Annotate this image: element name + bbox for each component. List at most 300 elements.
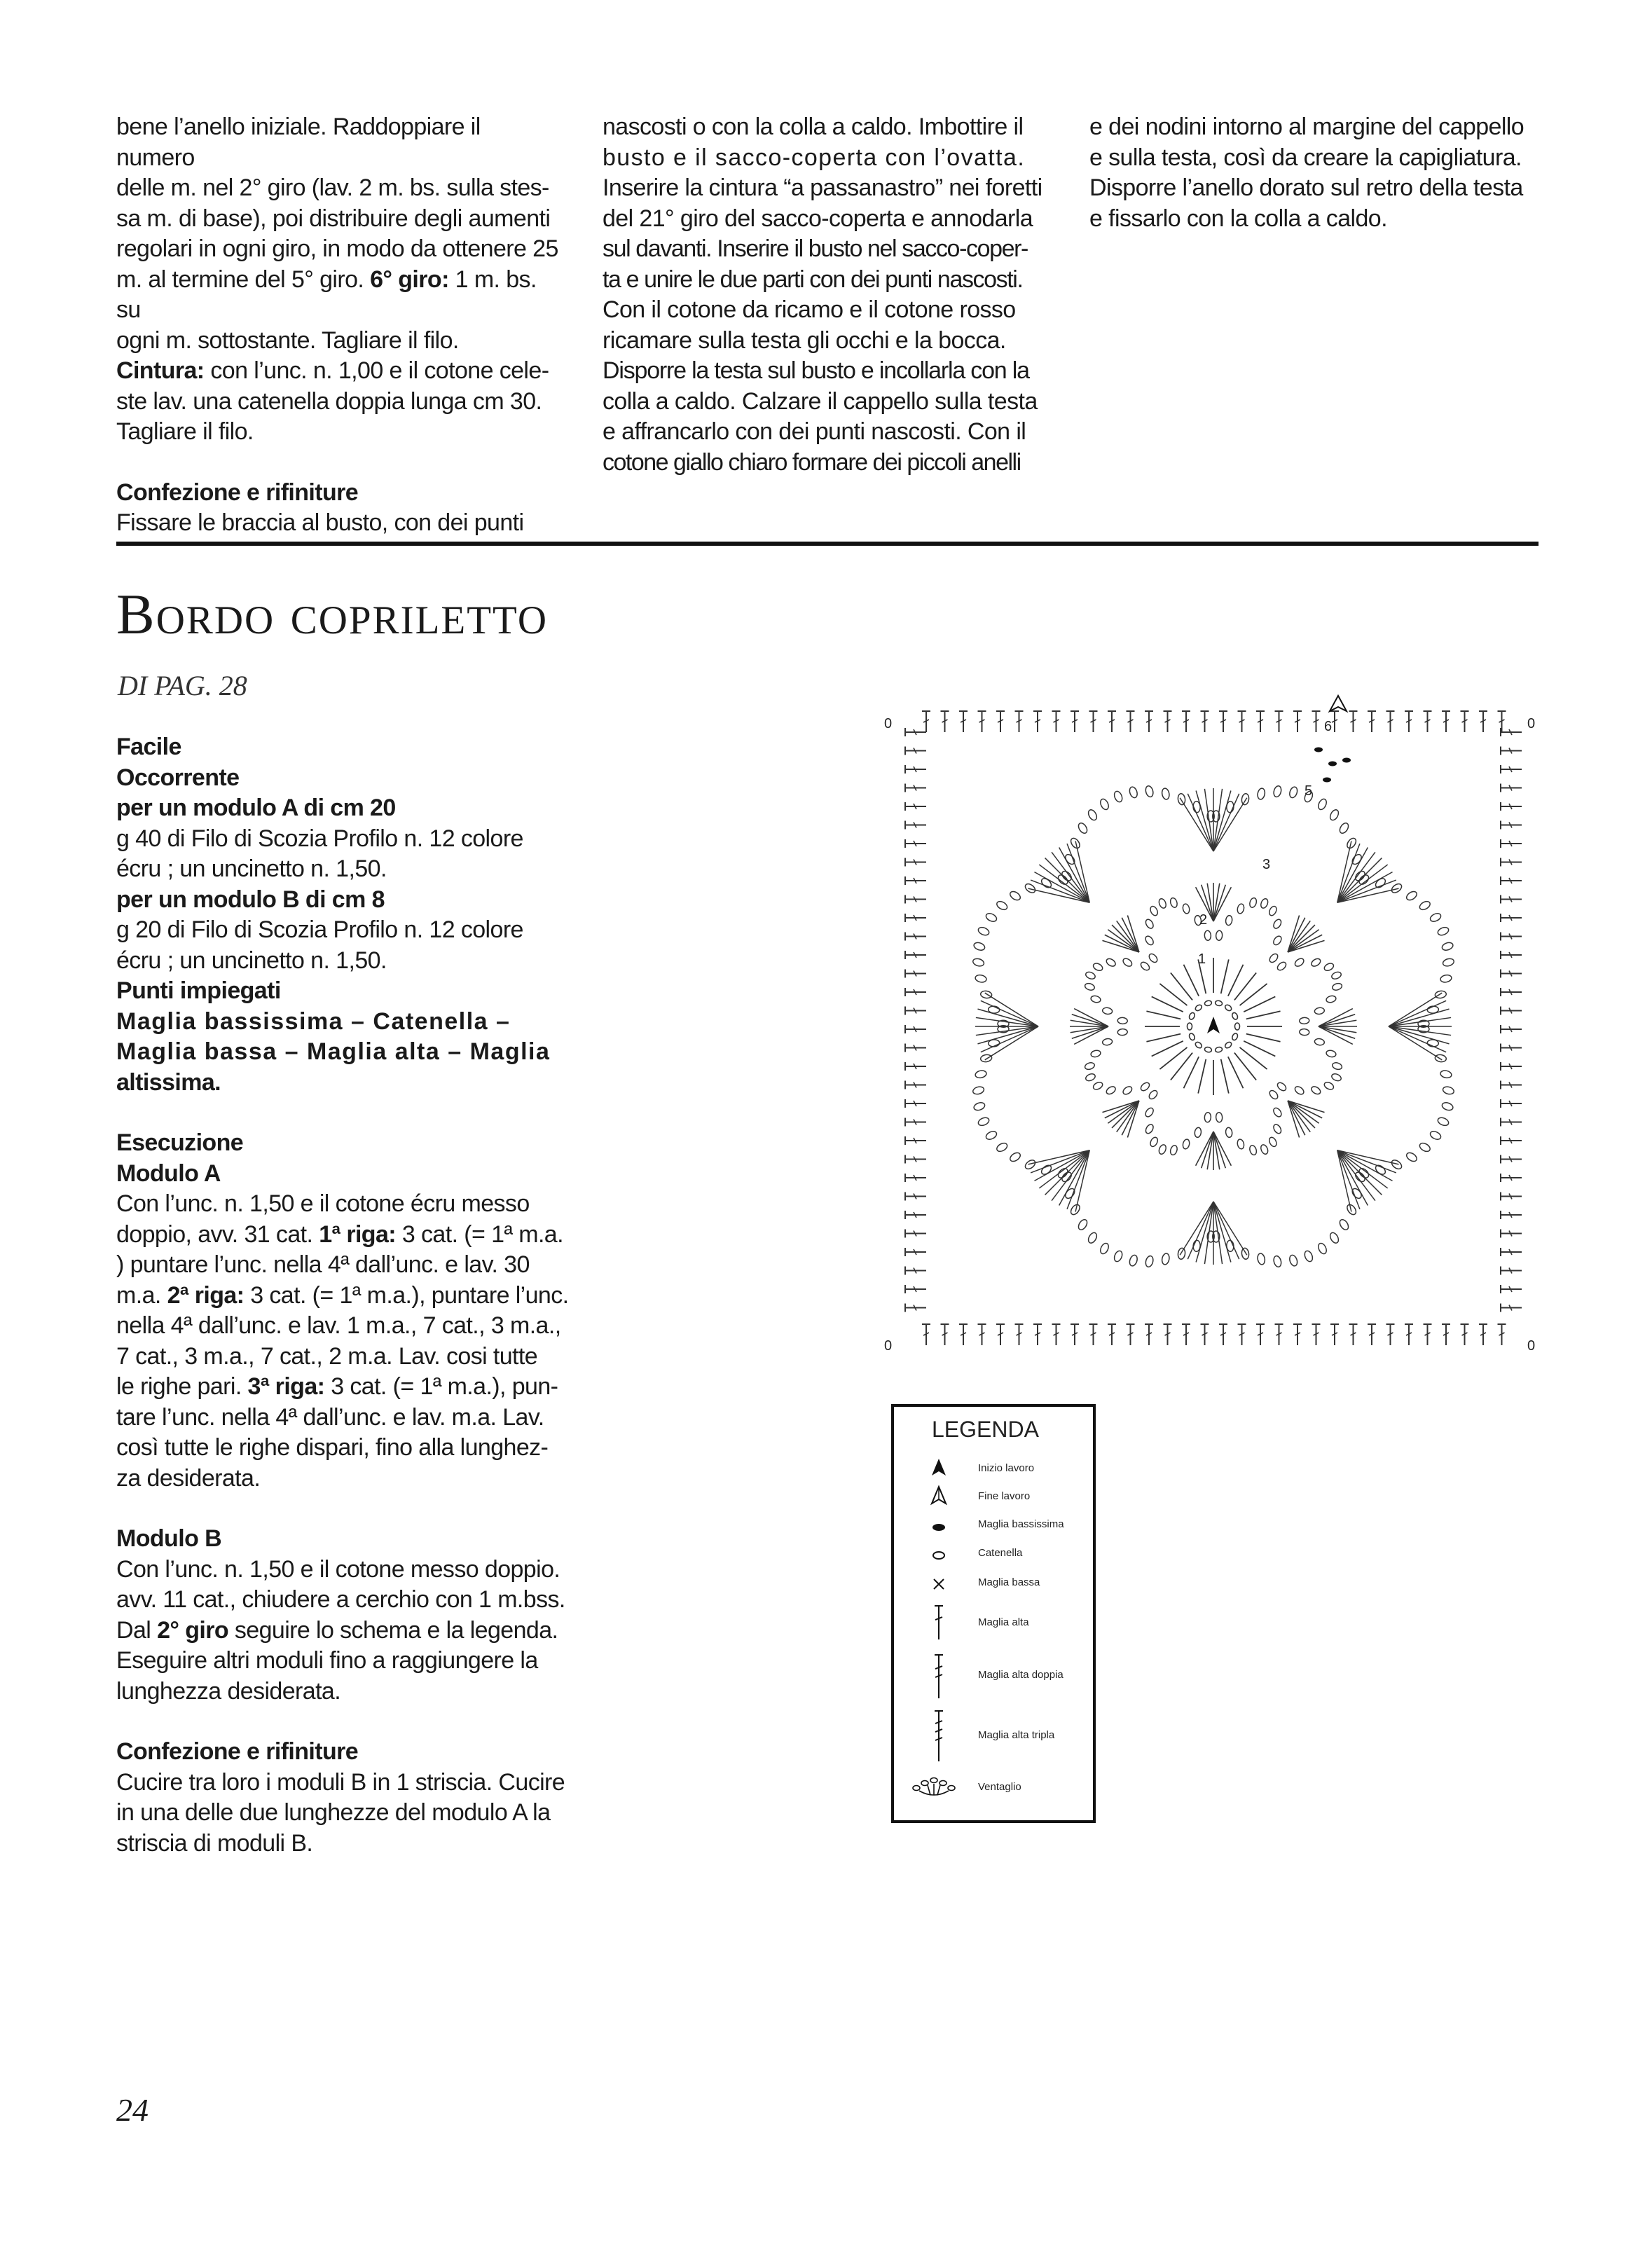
chain-stitch xyxy=(1161,1253,1170,1265)
border-stitch xyxy=(1368,1324,1376,1345)
chain-stitch xyxy=(1204,930,1211,941)
chain-stitch xyxy=(1288,1254,1299,1267)
filled-arrow-icon xyxy=(925,1454,953,1483)
chain-stitch xyxy=(1390,1158,1403,1171)
chain-stitch xyxy=(1224,1004,1232,1012)
border-stitch xyxy=(1501,1267,1522,1275)
border-stitch xyxy=(905,1099,926,1108)
text-line: ogni m. sottostante. Tagliare il filo. xyxy=(116,326,459,354)
fan-stitch xyxy=(1389,1009,1449,1026)
chain-stitch xyxy=(1215,1047,1223,1053)
border-stitch xyxy=(941,711,949,732)
text-line: colla a caldo. Calzare il cappello sulla testa xyxy=(603,387,1038,415)
chain-stitch xyxy=(1442,958,1454,968)
border-stitch xyxy=(1479,711,1487,732)
border-stitch xyxy=(1219,1324,1227,1345)
chain-stitch xyxy=(1237,1139,1245,1150)
fan-stitch xyxy=(1045,858,1090,903)
text-line: tare l’unc. nella 4ª dall’unc. e lav. m.a. Lav. xyxy=(116,1403,544,1431)
chain-stitch xyxy=(1328,1231,1340,1244)
chain-stitch xyxy=(1435,1054,1447,1062)
text-line: ste lav. una catenella doppia lunga cm 30. xyxy=(116,387,542,415)
chain-stitch xyxy=(1231,1012,1239,1020)
legend-item: Maglia bassa xyxy=(894,1569,1093,1597)
chain-stitch xyxy=(1272,1106,1283,1118)
chain-stitch xyxy=(1276,961,1287,972)
border-stitch xyxy=(941,1324,949,1345)
end-arrow-icon xyxy=(1330,696,1347,711)
border-stitch xyxy=(1501,1062,1522,1071)
border-stitch xyxy=(1498,1324,1506,1345)
chain-stitch xyxy=(1390,882,1403,895)
stitches-list: Maglia bassissima – Catenella – xyxy=(116,1007,511,1035)
chain-stitch xyxy=(1085,1073,1096,1082)
text-line: g 40 di Filo di Scozia Profilo n. 12 colore xyxy=(116,825,523,852)
chain-stitch xyxy=(1248,897,1258,908)
border-stitch xyxy=(1293,1324,1302,1345)
chain-stitch xyxy=(1442,1085,1454,1095)
border-stitch xyxy=(1424,1324,1432,1345)
border-stitch xyxy=(1501,1155,1522,1164)
stitches-heading: Punti impiegati xyxy=(116,977,281,1004)
open-oval-icon xyxy=(925,1540,953,1568)
chain-stitch xyxy=(1188,1033,1196,1041)
triple-stitch-icon xyxy=(925,1708,953,1764)
chain-stitch xyxy=(1148,1089,1159,1100)
border-stitch xyxy=(1424,711,1432,732)
fan-stitch xyxy=(1213,791,1231,851)
border-stitch xyxy=(1501,970,1522,978)
text-line: 7 cat., 3 m.a., 7 cat., 2 m.a. Lav. cosi tutte xyxy=(116,1342,538,1370)
module-a-size: per un modulo A di cm 20 xyxy=(116,795,396,821)
text-line: cotone giallo chiaro formare dei piccoli anelli xyxy=(603,448,1021,476)
border-stitch xyxy=(905,765,926,773)
chain-stitch xyxy=(1216,1112,1223,1122)
chain-stitch xyxy=(1009,890,1022,902)
border-stitch xyxy=(1501,784,1522,792)
section-divider xyxy=(116,542,1539,546)
chain-stitch xyxy=(1128,1254,1138,1267)
chain-stitch xyxy=(1326,995,1337,1003)
round-label: 3 xyxy=(1262,857,1271,872)
double-stitch-icon xyxy=(925,1652,953,1701)
chain-stitch xyxy=(1090,1050,1101,1058)
chain-stitch xyxy=(1235,1023,1240,1030)
border-stitch xyxy=(922,1324,930,1345)
text-line: g 20 di Filo di Scozia Profilo n. 12 colore xyxy=(116,916,523,943)
finishing-heading: Confezione e rifiniture xyxy=(116,479,359,506)
border-stitch xyxy=(1201,711,1209,732)
border-stitch xyxy=(1501,858,1522,867)
fan-stitch xyxy=(985,993,1038,1026)
border-stitch xyxy=(1501,988,1522,996)
text-line: Con il cotone da ricamo e il cotone rosso xyxy=(603,296,1016,323)
border-stitch xyxy=(1501,1211,1522,1219)
slip-stitch xyxy=(1342,758,1351,763)
chain-stitch xyxy=(1085,970,1096,980)
chain-stitch xyxy=(1224,1041,1232,1050)
border-stitch xyxy=(905,747,926,755)
chain-stitch xyxy=(1317,798,1328,811)
border-stitch xyxy=(905,1081,926,1089)
tall-stitch-icon xyxy=(925,1602,953,1644)
border-stitch xyxy=(1015,711,1024,732)
chain-stitch xyxy=(1299,1029,1309,1036)
chain-stitch xyxy=(1332,1061,1343,1071)
fan-stitch xyxy=(1288,921,1310,952)
section-title: Bordo copriletto xyxy=(116,582,548,646)
fan-stitch xyxy=(1389,1026,1442,1060)
tall-stitch xyxy=(1198,1059,1206,1094)
fan-stitch xyxy=(1072,1026,1108,1038)
border-stitch xyxy=(1501,1248,1522,1256)
chain-stitch xyxy=(1204,1000,1212,1006)
border-stitch xyxy=(905,1192,926,1201)
border-stitch xyxy=(1349,711,1358,732)
border-stitch xyxy=(1033,711,1042,732)
border-stitch xyxy=(1501,765,1522,773)
chain-stitch xyxy=(1009,1151,1022,1163)
chain-stitch xyxy=(1182,903,1190,914)
chain-stitch xyxy=(1099,798,1110,811)
chain-stitch xyxy=(1188,1023,1192,1030)
execution-heading: Esecuzione xyxy=(116,1129,244,1156)
fan-stitch xyxy=(1213,1202,1231,1262)
chain-stitch xyxy=(1272,1123,1283,1135)
border-stitch xyxy=(905,1136,926,1145)
chain-stitch xyxy=(1024,882,1037,895)
fan-stitch xyxy=(1337,858,1382,903)
fan-stitch xyxy=(1045,1150,1090,1195)
chain-stitch xyxy=(1144,918,1155,930)
section-subtitle: DI PAG. 28 xyxy=(118,670,247,701)
border-stitch xyxy=(1275,711,1283,732)
border-stitch xyxy=(905,1267,926,1275)
border-stitch xyxy=(1182,711,1190,732)
text-line: Inserire la cintura “a passanastro” nei foretti xyxy=(603,174,1042,201)
chain-stitch xyxy=(1144,935,1155,947)
chain-stitch xyxy=(1314,1038,1325,1046)
text-line: Disporre la testa sul busto e incollarla con la xyxy=(603,357,1029,384)
fan-stitch xyxy=(1202,1132,1213,1168)
corner-label: 0 xyxy=(1527,716,1536,731)
border-stitch xyxy=(1312,1324,1321,1345)
chain-stitch xyxy=(1122,1085,1134,1096)
chain-stitch xyxy=(1314,1007,1325,1015)
fan-stitch xyxy=(1213,885,1225,921)
chain-stitch xyxy=(1149,1136,1159,1148)
border-stitch xyxy=(905,951,926,959)
border-stitch xyxy=(1479,1324,1487,1345)
border-stitch xyxy=(1501,1025,1522,1033)
fan-icon xyxy=(909,1774,958,1802)
text-line: écru ; un uncinetto n. 1,50. xyxy=(116,855,387,882)
chain-stitch xyxy=(1418,1141,1431,1153)
border-stitch xyxy=(905,988,926,996)
border-stitch xyxy=(1501,839,1522,848)
chain-stitch xyxy=(1440,974,1452,983)
fan-stitch xyxy=(1196,1202,1213,1262)
border-stitch xyxy=(959,711,968,732)
chain-stitch xyxy=(985,912,998,923)
chain-stitch xyxy=(1105,1085,1117,1096)
border-stitch xyxy=(1052,1324,1061,1345)
fan-stitch xyxy=(1180,1202,1213,1255)
border-stitch xyxy=(905,1285,926,1293)
chain-stitch xyxy=(1216,930,1223,941)
chain-stitch xyxy=(1330,970,1342,980)
chain-stitch xyxy=(996,900,1009,912)
fan-stitch xyxy=(1389,1026,1449,1044)
chain-stitch xyxy=(1182,1139,1190,1150)
chain-stitch xyxy=(1087,809,1099,822)
border-stitch xyxy=(905,821,926,830)
border-stitch xyxy=(905,858,926,867)
tall-stitch xyxy=(1221,959,1229,993)
fan-stitch xyxy=(1288,1101,1310,1132)
finishing-heading: Confezione e rifiniture xyxy=(116,1738,359,1765)
border-stitch xyxy=(1349,1324,1358,1345)
chain-stitch xyxy=(1188,1012,1196,1020)
fan-stitch xyxy=(1117,921,1139,952)
round-label: 6° giro: xyxy=(370,266,449,293)
chain-stitch xyxy=(1169,897,1178,908)
border-stitch xyxy=(905,933,926,941)
chain-stitch xyxy=(1299,1017,1309,1024)
module-b-title: Modulo B xyxy=(116,1525,222,1552)
fan-stitch xyxy=(1389,993,1442,1026)
border-stitch xyxy=(1108,711,1116,732)
chain-stitch xyxy=(1437,926,1450,936)
tall-stitch xyxy=(1146,1011,1181,1019)
chain-stitch xyxy=(1338,1218,1350,1232)
text-line: busto e il sacco-coperta con l’ovatta. xyxy=(603,144,1026,171)
fan-stitch xyxy=(1196,791,1213,851)
chain-stitch xyxy=(1323,1081,1335,1091)
continuation-column-1 xyxy=(116,112,565,539)
border-stitch xyxy=(1238,711,1246,732)
chain-stitch xyxy=(1117,1017,1128,1024)
text-line: Tagliare il filo. xyxy=(116,418,254,445)
chain-stitch xyxy=(1272,1255,1282,1267)
difficulty: Facile xyxy=(116,734,181,760)
border-stitch xyxy=(1501,876,1522,885)
chain-stitch xyxy=(1161,788,1170,800)
chain-stitch xyxy=(977,1116,991,1127)
text-line: Con l’unc. n. 1,50 e il cotone messo doppio. xyxy=(116,1555,560,1583)
border-stitch xyxy=(1071,1324,1079,1345)
border-stitch xyxy=(996,1324,1005,1345)
legend-item: Maglia bassissima xyxy=(894,1512,1093,1540)
border-stitch xyxy=(1501,895,1522,904)
fan-stitch xyxy=(1288,930,1319,952)
text-line: écru ; un uncinetto n. 1,50. xyxy=(116,947,387,974)
text-line: del 21° giro del sacco-coperta e annodarla xyxy=(603,205,1033,232)
chart-motif xyxy=(972,696,1455,1267)
chain-stitch xyxy=(975,974,987,983)
chain-stitch xyxy=(1338,822,1350,835)
chain-stitch xyxy=(1122,957,1134,968)
chain-stitch xyxy=(1069,837,1082,850)
text-line: sul davanti. Inserire il busto nel sacco-coper- xyxy=(603,235,1028,262)
chain-stitch xyxy=(972,958,985,968)
chain-stitch xyxy=(1157,1143,1167,1155)
chain-stitch xyxy=(1113,1250,1123,1263)
fan-stitch xyxy=(978,1026,1038,1044)
slip-stitch xyxy=(1323,778,1331,783)
border-stitch xyxy=(978,711,986,732)
chain-stitch xyxy=(1345,837,1358,850)
border-stitch xyxy=(905,1248,926,1256)
chain-stitch xyxy=(985,1130,998,1141)
chain-stitch xyxy=(1195,1041,1203,1050)
chain-stitch xyxy=(1231,1033,1239,1041)
border-stitch xyxy=(1201,1324,1209,1345)
chain-stitch xyxy=(1204,1047,1212,1053)
border-stitch xyxy=(1501,747,1522,755)
chain-stitch xyxy=(1272,918,1283,930)
border-stitch xyxy=(905,1230,926,1238)
legend-item: Fine lavoro xyxy=(894,1483,1093,1511)
border-stitch xyxy=(1501,1081,1522,1089)
chain-stitch xyxy=(1332,982,1343,991)
chain-stitch xyxy=(973,1101,986,1112)
chain-stitch xyxy=(1237,903,1245,914)
border-stitch xyxy=(1256,711,1265,732)
text-line: bene l’anello iniziale. Raddoppiare il numero xyxy=(116,114,481,171)
border-stitch xyxy=(1461,1324,1469,1345)
text-line: doppio, avv. 31 cat. 1ª riga: 3 cat. (= 1ª m.a. xyxy=(116,1220,563,1248)
chain-stitch xyxy=(1195,1004,1203,1012)
chain-stitch xyxy=(1087,1231,1099,1244)
fan-stitch xyxy=(978,1009,1038,1026)
text-line: Cucire tra loro i moduli B in 1 striscia. Cucire xyxy=(116,1768,565,1796)
text-line: in una delle due lunghezze del modulo A la xyxy=(116,1799,551,1826)
continuation-column-2 xyxy=(603,112,1054,478)
border-stitch xyxy=(1501,1099,1522,1108)
border-stitch xyxy=(1501,1304,1522,1312)
fan-stitch xyxy=(1072,1015,1108,1026)
text-line: Eseguire altri moduli fino a raggiungere la xyxy=(116,1647,538,1674)
outline-arrow-icon xyxy=(925,1483,953,1511)
chain-stitch xyxy=(1429,912,1443,923)
border-stitch xyxy=(905,1174,926,1182)
border-stitch xyxy=(905,1062,926,1071)
chain-stitch xyxy=(1145,1255,1155,1267)
border-stitch xyxy=(1405,1324,1413,1345)
border-stitch xyxy=(1498,711,1506,732)
cross-icon xyxy=(925,1569,953,1597)
border-stitch xyxy=(1442,1324,1450,1345)
border-stitch xyxy=(1145,1324,1153,1345)
text-line: e affrancarlo con dei punti nascosti. Con il xyxy=(603,418,1026,445)
border-stitch xyxy=(1330,1324,1339,1345)
chain-stitch xyxy=(1328,809,1340,822)
border-stitch xyxy=(1145,711,1153,732)
stitches-list: altissima. xyxy=(116,1068,221,1096)
page-number: 24 xyxy=(116,2092,149,2128)
text-line: nella 4ª dall’unc. e lav. 1 m.a., 7 cat., 3 m.a., xyxy=(116,1312,561,1339)
chain-stitch xyxy=(1092,962,1104,972)
round-label: 5 xyxy=(1305,783,1313,799)
chain-stitch xyxy=(1241,1248,1249,1260)
start-arrow-icon xyxy=(1207,1017,1220,1033)
border-stitch xyxy=(1312,711,1321,732)
chain-stitch xyxy=(1241,793,1249,805)
border-stitch xyxy=(905,895,926,904)
fan-stitch xyxy=(1319,1026,1355,1038)
border-stitch xyxy=(922,711,930,732)
legend-item: Maglia alta doppia xyxy=(894,1652,1093,1701)
chain-stitch xyxy=(1293,1085,1305,1096)
chain-stitch xyxy=(1268,1136,1278,1148)
fan-stitch xyxy=(1108,1101,1139,1123)
belt-label: Cintura: xyxy=(116,357,205,384)
border-stitch xyxy=(1501,1285,1522,1293)
text-line: za desiderata. xyxy=(116,1464,261,1492)
legend-item: Maglia alta tripla xyxy=(894,1708,1093,1764)
legend-title: LEGENDA xyxy=(932,1417,1039,1442)
text-line: e sulla testa, così da creare la capigliatura. xyxy=(1089,144,1522,171)
fan-stitch xyxy=(1319,1015,1355,1026)
tall-stitch xyxy=(1221,1059,1229,1094)
corner-label: 0 xyxy=(884,716,893,731)
chain-stitch xyxy=(1441,941,1454,951)
tall-stitch xyxy=(1246,1034,1281,1042)
border-stitch xyxy=(1386,1324,1395,1345)
text-line: striscia di moduli B. xyxy=(116,1829,313,1857)
border-stitch xyxy=(905,1211,926,1219)
chain-stitch xyxy=(1077,822,1089,835)
chain-stitch xyxy=(1260,1143,1269,1155)
chain-stitch xyxy=(1418,900,1431,912)
border-stitch xyxy=(996,711,1005,732)
stitches-list: Maglia bassa – Maglia alta – Maglia xyxy=(116,1038,551,1065)
border-stitch xyxy=(905,784,926,792)
chain-stitch xyxy=(1102,1007,1113,1015)
border-stitch xyxy=(905,1025,926,1033)
materials-heading: Occorrente xyxy=(116,764,240,791)
chain-stitch xyxy=(1429,1130,1443,1141)
chain-stitch xyxy=(1024,1158,1037,1171)
chain-stitch xyxy=(1405,1151,1419,1163)
chain-stitch xyxy=(1437,1116,1450,1127)
border-stitch xyxy=(1501,1136,1522,1145)
text-line: e dei nodini intorno al margine del cappello xyxy=(1089,114,1524,140)
border-stitch xyxy=(1052,711,1061,732)
chain-stitch xyxy=(973,941,986,951)
corner-label: 0 xyxy=(1527,1338,1536,1354)
chain-stitch xyxy=(1069,1203,1082,1216)
chain-stitch xyxy=(1317,1242,1328,1256)
chain-stitch xyxy=(1194,1127,1202,1138)
text-line: sa m. di base), poi distribuire degli aumenti xyxy=(116,205,551,232)
chain-stitch xyxy=(1257,1253,1266,1265)
chain-stitch xyxy=(1435,990,1447,998)
border-stitch xyxy=(1256,1324,1265,1345)
border-stitch xyxy=(959,1324,968,1345)
border-stitch xyxy=(1442,711,1450,732)
text-line: nascosti o con la colla a caldo. Imbottire il xyxy=(603,114,1024,140)
border-stitch xyxy=(1501,933,1522,941)
text-line: ta e unire le due parti con dei punti nascosti. xyxy=(603,266,1023,293)
tall-stitch xyxy=(1146,1034,1181,1042)
text-line: m. al termine del 5° giro. 6° giro: 1 m. bs. su xyxy=(116,266,537,323)
chain-stitch xyxy=(975,1070,987,1079)
legend-item: Catenella xyxy=(894,1540,1093,1568)
round-label: 1 xyxy=(1198,951,1206,967)
module-b-size: per un modulo B di cm 8 xyxy=(116,886,385,913)
